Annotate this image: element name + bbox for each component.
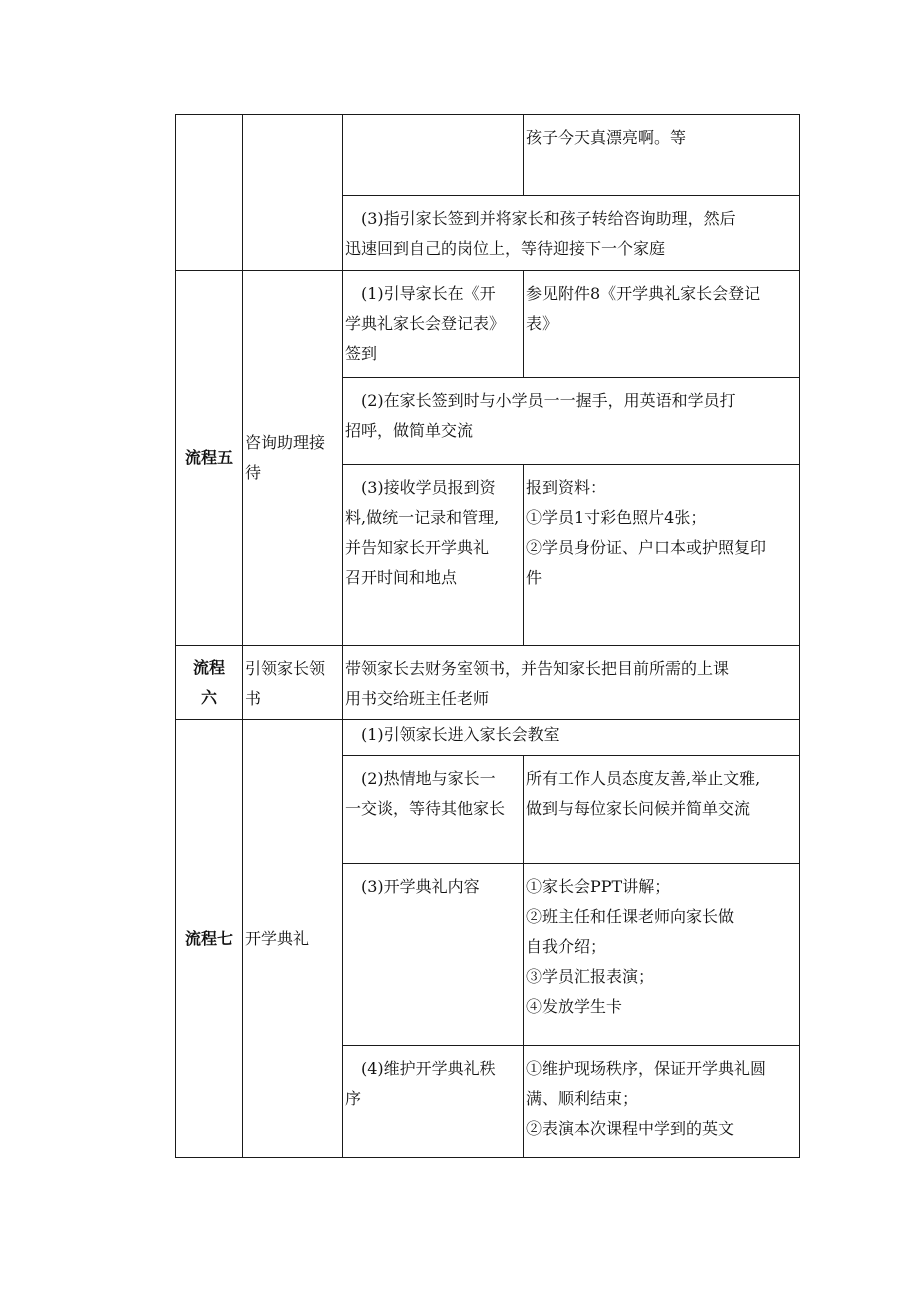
note-text-line: ②表演本次课程中学到的英文	[526, 1119, 735, 1138]
note-text-line: ①维护现场秩序，保证开学典礼圆	[526, 1059, 767, 1078]
flow-label-7: 流程七	[176, 720, 243, 1158]
note-text-line: ④发放学生卡	[526, 997, 623, 1016]
note-text-line: 做到与每位家长问候并简单交流	[526, 799, 751, 818]
step-text-line: (3)指引家长签到并将家长和孩子转给咨询助理，然后	[361, 209, 736, 228]
step-cell	[343, 720, 800, 756]
note-text-line: ②班主任和任课老师向家长做	[526, 907, 735, 926]
step-cell	[343, 196, 800, 271]
flow-name-7	[243, 720, 343, 1158]
table-row	[176, 115, 800, 196]
note-text-line: 参见附件8《开学典礼家长会登记	[526, 284, 761, 303]
note-cell	[524, 271, 800, 378]
note-text-line: ③学员汇报表演；	[526, 967, 655, 986]
step-text-line: (1)引导家长在《开	[361, 284, 496, 303]
note-cell	[524, 756, 800, 864]
step-text-line: 签到	[345, 344, 378, 363]
step-cell	[343, 646, 800, 720]
flow-name-5	[243, 271, 343, 646]
step-text-line: 招呼，做简单交流	[345, 421, 474, 440]
table-row	[176, 720, 800, 756]
step-text-line: (1)引领家长进入家长会教室	[361, 725, 560, 744]
flow-label-6	[176, 646, 243, 720]
note-text-line: 表》	[526, 314, 559, 333]
step-text-line: 用书交给班主任老师	[345, 689, 490, 708]
step-text-line: 序	[345, 1089, 362, 1108]
step-cell	[343, 378, 800, 465]
step-cell-empty	[343, 115, 524, 196]
flow-name-6	[243, 646, 343, 720]
note-text-line: ①家长会PPT讲解；	[526, 877, 671, 896]
step-cell	[343, 756, 524, 864]
step-text-line: (3)接收学员报到资	[361, 478, 496, 497]
step-text-line: (2)在家长签到时与小学员一一握手，用英语和学员打	[361, 391, 736, 410]
flow-label-5: 流程五	[176, 271, 243, 646]
flow-label-cell-empty	[176, 115, 243, 271]
table-row	[176, 646, 800, 720]
note-cell	[524, 465, 800, 646]
flow-label-line: 流程	[192, 657, 225, 677]
step-text-line: 料,做统一记录和管理,	[345, 508, 500, 527]
note-cell	[524, 864, 800, 1046]
note-text-line: 件	[526, 568, 543, 587]
step-text-line: (4)维护开学典礼秩	[361, 1059, 496, 1078]
step-text-line: (3)开学典礼内容	[361, 877, 480, 896]
step-text-line: 带领家长去财务室领书，并告知家长把目前所需的上课	[345, 659, 730, 678]
note-text-line: 自我介绍；	[526, 937, 607, 956]
flow-name-cell-empty	[243, 115, 343, 271]
step-cell	[343, 271, 524, 378]
table-row	[176, 271, 800, 378]
step-cell	[343, 1046, 524, 1158]
flow-name-line: 引领家长领	[245, 659, 326, 678]
step-text-line: 一交谈，等待其他家长	[345, 799, 506, 818]
flow-name-line: 咨询助理接待	[245, 433, 326, 482]
step-text-line: 并告知家长开学典礼	[345, 538, 490, 557]
step-text-line: 迅速回到自己的岗位上，等待迎接下一个家庭	[345, 239, 666, 258]
step-text-line: (2)热情地与家长一	[361, 769, 496, 788]
step-text-line: 学典礼家长会登记表》	[345, 314, 506, 333]
note-text: 孩子今天真漂亮啊。等	[526, 128, 687, 147]
note-text-line: 报到资料：	[526, 478, 607, 497]
note-text-line: ①学员1寸彩色照片4张；	[526, 508, 707, 527]
note-text-line: 满、顺利结束；	[526, 1089, 639, 1108]
process-table	[175, 114, 800, 1158]
note-cell	[524, 115, 800, 196]
step-cell	[343, 864, 524, 1046]
flow-name-line: 书	[245, 689, 262, 708]
step-text-line: 召开时间和地点	[345, 568, 458, 587]
note-text-line: ②学员身份证、户口本或护照复印	[526, 538, 767, 557]
note-cell	[524, 1046, 800, 1158]
step-cell	[343, 465, 524, 646]
note-text-line: 所有工作人员态度友善,举止文雅,	[526, 769, 761, 788]
flow-name-line: 开学典礼	[245, 928, 310, 948]
flow-label-line: 六	[200, 687, 217, 707]
